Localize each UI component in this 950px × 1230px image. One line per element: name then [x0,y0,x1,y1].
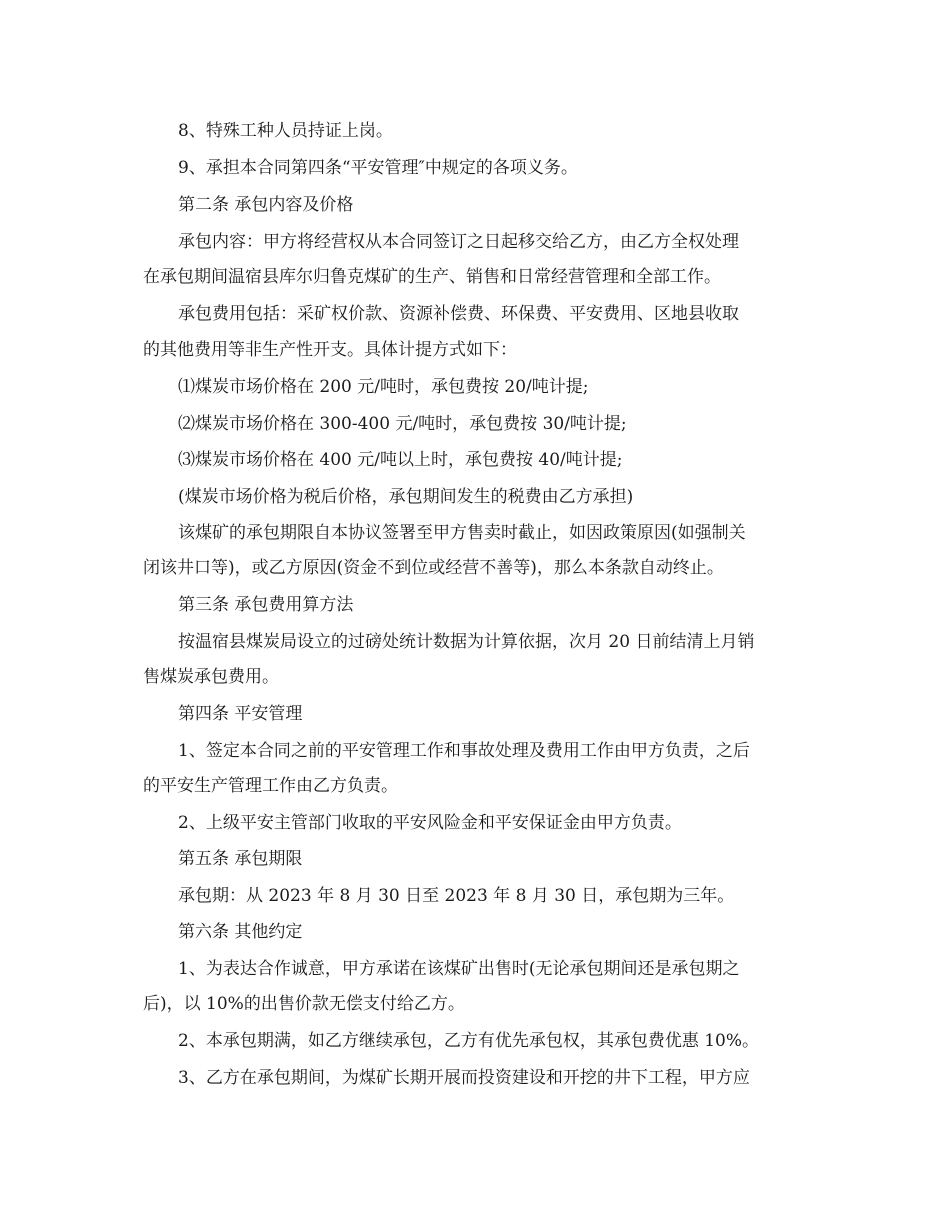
fee-rule-3: ⑶煤炭市场价格在 400 元/吨以上时，承包费按 40/吨计提; [178,450,623,470]
article-4-heading: 第四条 平安管理 [178,704,303,724]
paragraph-line: 按温宿县煤炭局设立的过磅处统计数据为计算依据，次月 20 日前结清上月销 [178,632,755,652]
clause-item-9: 9、承担本合同第四条“平安管理″中规定的各项义务。 [178,158,578,178]
article-2-heading: 第二条 承包内容及价格 [178,195,354,215]
paragraph-line: 承包费用包括：采矿权价款、资源补偿费、环保费、平安费用、区地县收取 [178,304,739,324]
paragraph-line: 2、本承包期满，如乙方继续承包，乙方有优先承包权，其承包费优惠 10%。 [178,1031,760,1051]
paragraph-line: 2、上级平安主管部门收取的平安风险金和平安保证金由甲方负责。 [178,813,682,833]
paragraph-line: 闭该井口等)，或乙方原因(资金不到位或经营不善等)，那么本条款自动终止。 [143,558,724,578]
paragraph-line: 的平安生产管理工作由乙方负责。 [143,776,398,796]
article-5-heading: 第五条 承包期限 [178,849,303,869]
paragraph-line: 1、签定本合同之前的平安管理工作和事故处理及费用工作由甲方负责，之后 [178,741,750,761]
fee-note: (煤炭市场价格为税后价格，承包期间发生的税费由乙方承担) [178,487,634,507]
article-6-heading: 第六条 其他约定 [178,922,303,942]
article-3-heading: 第三条 承包费用算方法 [178,595,354,615]
paragraph-line: 后)，以 10%的出售价款无偿支付给乙方。 [143,994,465,1014]
paragraph-line: 在承包期间温宿县库尔归鲁克煤矿的生产、销售和日常经营管理和全部工作。 [143,267,721,287]
clause-item-8: 8、特殊工种人员持证上岗。 [178,121,393,141]
paragraph-line: 承包内容：甲方将经营权从本合同签订之日起移交给乙方，由乙方全权处理 [178,232,739,252]
paragraph-line: 3、乙方在承包期间，为煤矿长期开展而投资建设和开挖的井下工程，甲方应 [178,1068,750,1088]
paragraph-line: 的其他费用等非生产性开支。具体计提方式如下： [143,340,517,360]
paragraph-line: 该煤矿的承包期限自本协议签署至甲方售卖时截止，如因政策原因(如强制关 [178,523,746,543]
paragraph-line: 售煤炭承包费用。 [143,667,279,687]
fee-rule-2: ⑵煤炭市场价格在 300-400 元/吨时，承包费按 30/吨计提; [178,414,627,434]
contract-term: 承包期：从 2023 年 8 月 30 日至 2023 年 8 月 30 日，承包期为三年。 [178,886,735,906]
paragraph-line: 1、为表达合作诚意，甲方承诺在该煤矿出售时(无论承包期间还是承包期之 [178,959,740,979]
fee-rule-1: ⑴煤炭市场价格在 200 元/吨时，承包费按 20/吨计提; [178,377,589,397]
